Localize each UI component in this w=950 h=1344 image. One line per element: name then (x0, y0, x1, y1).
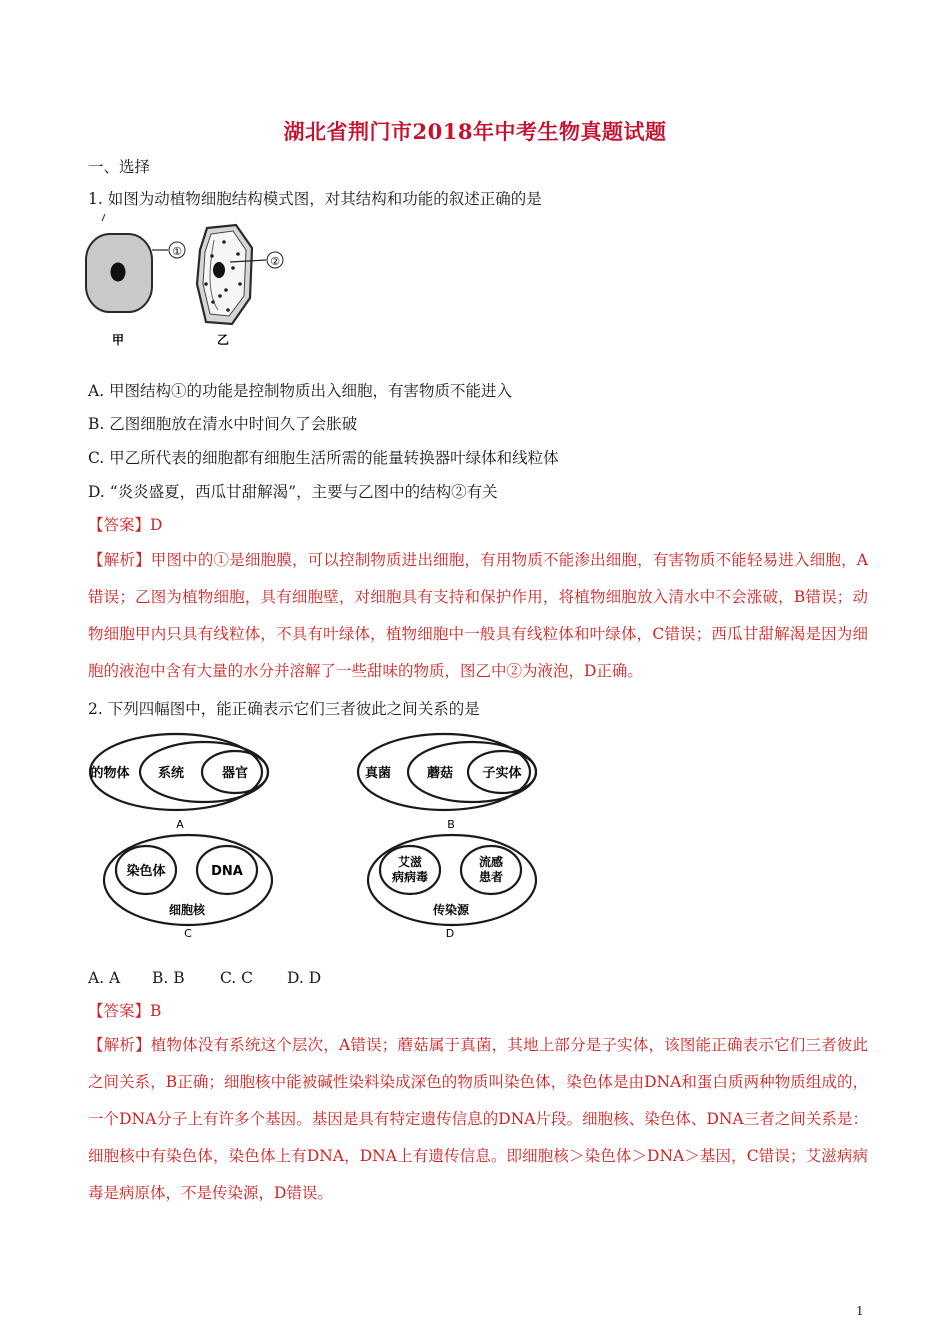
question-1-stem: 1. 如图为动植物细胞结构模式图，对其结构和功能的叙述正确的是 (88, 190, 542, 208)
q2-answer: 【答案】B (88, 1002, 162, 1020)
page-number: 1 (856, 1304, 864, 1318)
diagram-b-caption: B (447, 818, 455, 831)
diagram-c-left: 染色体 (126, 864, 166, 879)
diagram-d-caption: D (445, 927, 455, 940)
diagram-a-outer: 的物体 (90, 766, 130, 781)
marker-1: ① (172, 245, 182, 258)
diagram-b-outer: 真菌 (364, 766, 392, 781)
q2-analysis-text: 植物体没有系统这个层次，A错误；蘑菇属于真菌，其地上部分是子实体，该图能正确表示它们三者彼此之间关系，B正确；细胞核中能被碱性染料染成深色的物质叫染色体，染色体是由DNA和蛋白质两种物质组成的，一个DNA分子上有许多个基因。基因是具有特定遗传信息的DNA片段。细胞核、染色体、DNA三者之间关系是：细胞核中有染色体，染色体上有DNA，DNA上有遗传信息。即细胞核＞染色体＞DNA＞基因，C错误；艾滋病病毒是病原体，不是传染源，D错误。 (88, 1036, 868, 1202)
q1-analysis-label: 【解析】 (88, 551, 151, 569)
page-title: 湖北省荆门市2018年中考生物真题试题 (283, 119, 667, 144)
relationship-diagrams (88, 728, 568, 943)
diagram-d-right-line2: 患者 (478, 870, 504, 884)
q1-option-b: B. 乙图细胞放在清水中时间久了会胀破 (88, 415, 358, 433)
plant-cell-label: 乙 (216, 333, 230, 347)
q2-option-c: C. C (220, 969, 254, 987)
diagram-d-right-line1: 流感 (478, 855, 504, 869)
q1-option-d: D. “炎炎盛夏，西瓜甘甜解渴”，主要与乙图中的结构②有关 (88, 483, 498, 501)
marker-2: ② (270, 255, 280, 268)
q2-option-a: A. A (88, 969, 121, 987)
animal-cell-label: 甲 (111, 333, 125, 347)
q2-analysis (88, 1027, 868, 1212)
diagram-a-inner: 器官 (221, 766, 249, 781)
section-heading: 一、选择 (88, 158, 151, 176)
q1-option-c: C. 甲乙所代表的细胞都有细胞生活所需的能量转换器叶绿体和线粒体 (88, 449, 559, 467)
q1-analysis-text: 甲图中的①是细胞膜，可以控制物质进出细胞，有用物质不能渗出细胞，有害物质不能轻易进入细胞，A错误；乙图为植物细胞，具有细胞壁，对细胞具有支持和保护作用，将植物细胞放入清水中不会涨破，B错误；动物细胞甲内只具有线粒体，不具有叶绿体，植物细胞中一般具有线粒体和叶绿体，C错误；西瓜甘甜解渴是因为细胞的液泡中含有大量的水分并溶解了一些甜味的物质，图乙中②为液泡，D正确。 (88, 551, 868, 680)
diagram-a-caption: A (176, 818, 184, 831)
diagram-b-middle: 蘑菇 (426, 766, 454, 781)
diagram-d-left-line2: 病病毒 (391, 870, 429, 884)
diagram-c-bottom: 细胞核 (168, 903, 206, 917)
q1-answer: 【答案】D (88, 516, 163, 534)
q2-option-d: D. D (287, 969, 322, 987)
q2-analysis-label: 【解析】 (88, 1036, 151, 1054)
diagram-a-middle: 系统 (157, 766, 185, 781)
q1-option-a: A. 甲图结构①的功能是控制物质出入细胞，有害物质不能进入 (88, 382, 513, 400)
diagram-b-inner: 子实体 (482, 766, 522, 781)
q1-analysis (88, 542, 868, 690)
q2-option-b: B. B (152, 969, 185, 987)
diagram-d-bottom: 传染源 (432, 903, 470, 917)
diagram-c-caption: C (184, 927, 192, 940)
cell-structure-figure (82, 212, 312, 357)
diagram-c-right: DNA (211, 864, 243, 879)
question-2-stem: 2. 下列四幅图中，能正确表示它们三者彼此之间关系的是 (88, 700, 480, 718)
plant-cell-diagram (197, 225, 283, 324)
animal-cell-diagram (86, 234, 185, 312)
diagram-d-left-line1: 艾滋 (397, 855, 423, 869)
